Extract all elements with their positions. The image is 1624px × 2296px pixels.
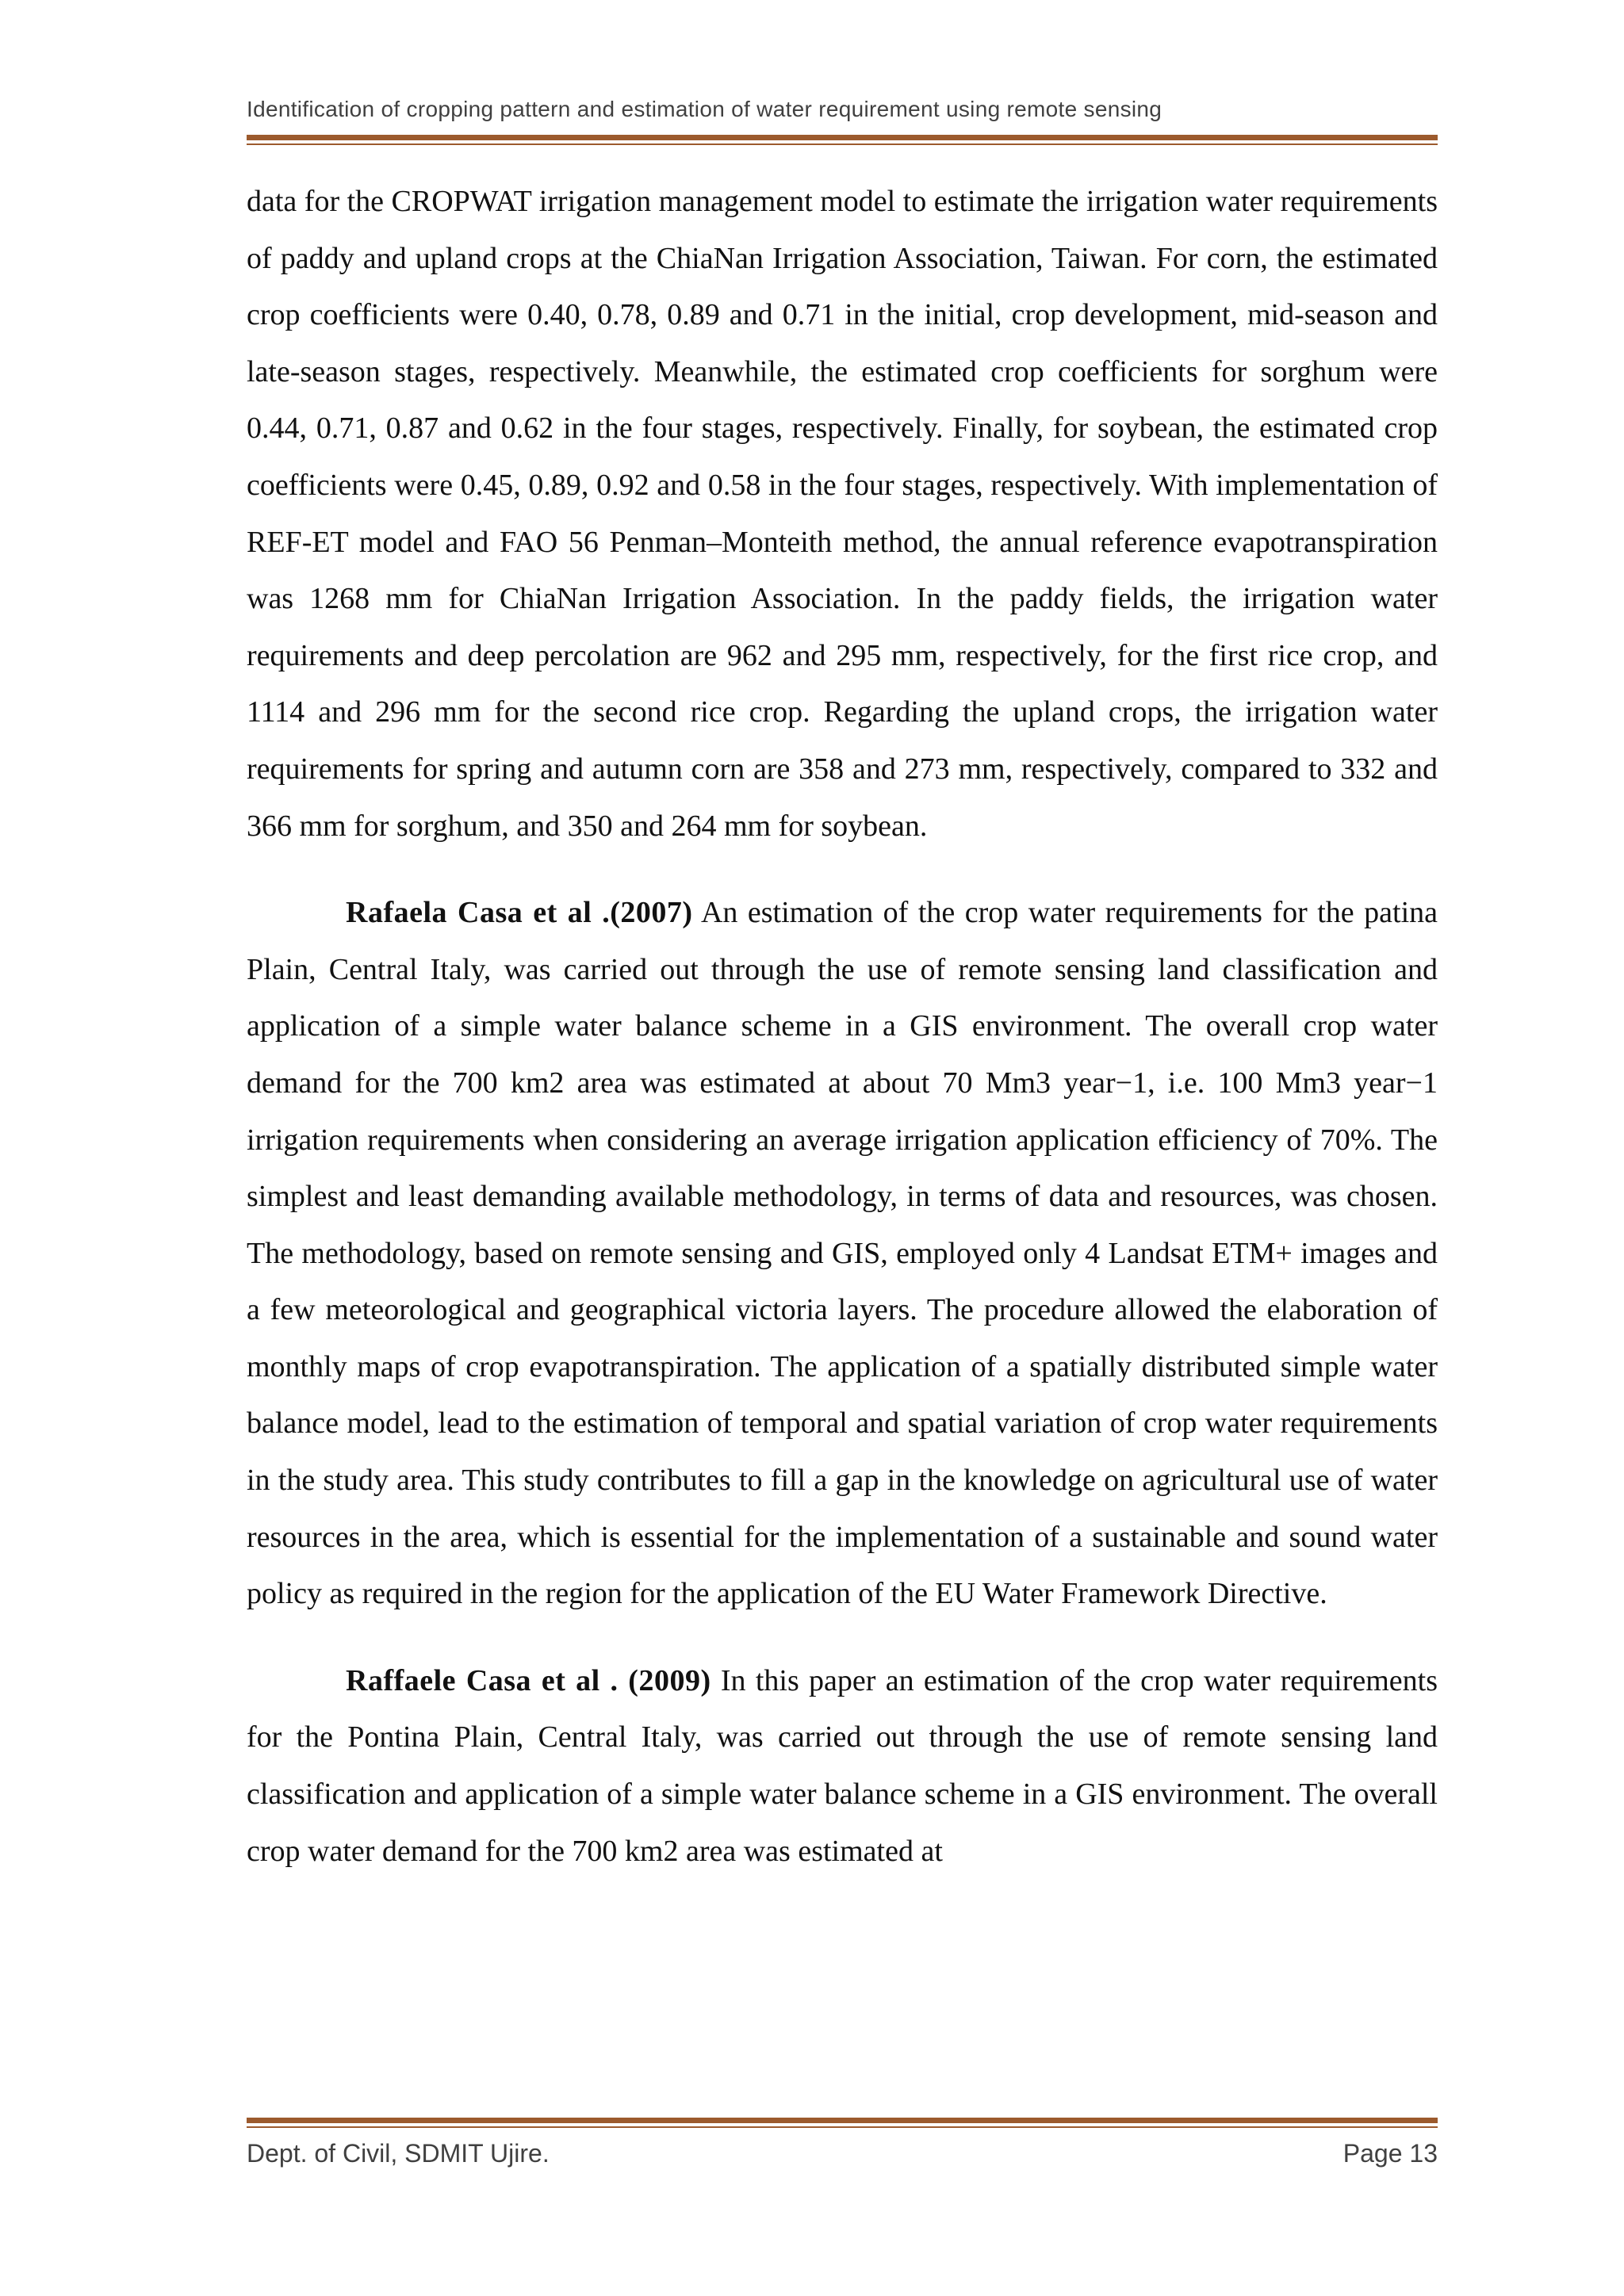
paragraph-text: An estimation of the crop water requirements for the patina Plain, Central Italy, was carried out through the use of remote sensing land classification and application of a simple water balance scheme in a GIS environment. The overall crop water demand for the 700 km2 area was estimated at about 70 Mm3 year−1, i.e. 100 Mm3 year−1 irrigation requirements when considering an average irrigation application efficiency of 70%. The simplest and least demanding available methodology, in terms of data and resources, was chosen. The methodology, based on remote sensing and GIS, employed only 4 Landsat ETM+ images and a few meteorological and geographical victoria layers. The procedure allowed the elaboration of monthly maps of crop evapotranspiration. The application of a spatially distributed simple water balance model, lead to the estimation of temporal and spatial variation of crop water requirements in the study area. This study contributes to fill a gap in the knowledge on agricultural use of water resources in the area, which is essential for the implementation of a sustainable and sound water policy as required in the region for the application of the EU Water Framework Directive. — [247, 896, 1438, 1611]
footer-department: Dept. of Civil, SDMIT Ujire. — [247, 2139, 550, 2168]
citation-heading: Raffaele Casa et al . (2009) — [346, 1663, 711, 1697]
footer-rule-thin — [247, 2126, 1438, 2128]
paragraph-casa-2009 — [247, 1653, 1438, 1880]
paragraph-gap — [247, 1623, 1438, 1653]
running-header: Identification of cropping pattern and estimation of water requirement using remote sensing — [247, 97, 1162, 121]
paragraph-continued: data for the CROPWAT irrigation management model to estimate the irrigation water requirements of paddy and upland crops at the ChiaNan Irrigation Association, Taiwan. For corn, the estimated crop coefficients were 0.40, 0.78, 0.89 and 0.71 in the initial, crop development, mid-season and late-season stages, respectively. Meanwhile, the estimated crop coefficients for sorghum were 0.44, 0.71, 0.87 and 0.62 in the four stages, respectively. Finally, for soybean, the estimated crop coefficients were 0.45, 0.89, 0.92 and 0.58 in the four stages, respectively. With implementation of REF-ET model and FAO 56 Penman–Monteith method, the annual reference evapotranspiration was 1268 mm for ChiaNan Irrigation Association. In the paddy fields, the irrigation water requirements and deep percolation are 962 and 295 mm, respectively, for the first rice crop, and 1114 and 296 mm for the second rice crop. Regarding the upland crops, the irrigation water requirements for spring and autumn corn are 358 and 273 mm, respectively, compared to 332 and 366 mm for sorghum, and 350 and 264 mm for soybean. — [247, 185, 1438, 843]
header-rule-thin — [247, 144, 1438, 145]
header-rule-thick — [247, 135, 1438, 140]
body-text — [247, 174, 1438, 1880]
paragraph-gap — [247, 855, 1438, 885]
citation-heading: Rafaela Casa et al .(2007) — [346, 896, 693, 930]
paragraph-text: In this paper an estimation of the crop water requirements for the Pontina Plain, Central Italy, was carried out through the use of remote sensing land classification and application of a simple water balance scheme in a GIS environment. The overall crop water demand for the 700 km2 area was estimated at — [247, 1663, 1438, 1868]
footer-rule-thick — [247, 2118, 1438, 2123]
page-number: Page 13 — [1342, 2139, 1438, 2168]
paragraph-casa-2007 — [247, 885, 1438, 1623]
